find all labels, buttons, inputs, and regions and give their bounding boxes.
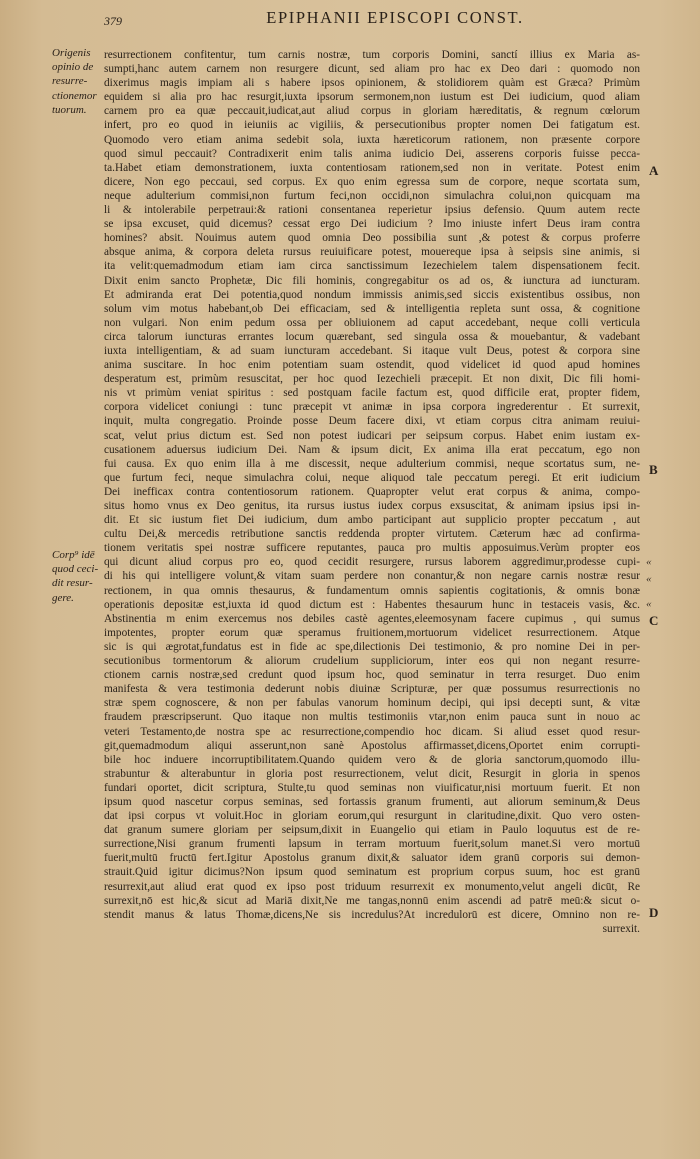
text-line: bile hoc induere incorruptibilitatem.Quando quidem vero & de gloria sanctorum,quomodo illu- bbox=[104, 753, 640, 766]
text-line: situs homo vnus ex Deo genitus, ita rursus iustus iudex corpus exsuscitat, & animam ipsius ipsi in- bbox=[104, 500, 640, 512]
text-line: fuerit,multū fructū fert.Igitur Apostolus granum dixit,& saluator idem granū corporis sui demon- bbox=[104, 852, 640, 865]
text-line: fundari oportet, dicit scriptura, Stulte,tu quod seminas non viuificatur,nisi mortuum fuerit. Et non bbox=[104, 781, 640, 794]
text-line: dat ipsi corpus vt voluit.Hoc in gloriam eorum,qui resurgunt in claritudine,dixit. Quo vero osten- bbox=[104, 810, 640, 823]
text-line: impotentes, propter eorum quæ speramus fruitionem,mortuorum videlicet resurrectionem. Atque bbox=[104, 626, 640, 639]
text-line: ipsum quod nascetur corpus seminas, sed fortassis granum frumenti, aut aliorum seminum,& Deus bbox=[104, 795, 640, 808]
text-line: inquit, multa congregatio. Proinde posse Deum facere dixi, vt etiam corpus citra animam reuiui- bbox=[104, 415, 640, 428]
text-line: non vulgari. Non enim pedum ossa per obliuionem ad caput accedebant, neque colli verticula bbox=[104, 316, 640, 329]
text-line: surrexit,nō est hic,& sicut ad Mariā dixit,Ne me tangas,nonnū enim ascendi ad patrē meū:& sicut o- bbox=[104, 894, 640, 907]
text-line: nis vt primùm veniat spiritus : sed postquam facile factum est, quod difficile erat, propter fidem, bbox=[104, 387, 640, 400]
text-line: desperatum est, primùm resuscitat, per hoc quod Iezechieli præcepit. Et non dixit, Dic fili homi- bbox=[104, 373, 640, 386]
text-line: scat, velut prius dictum est. Sed non potest iudicari per seipsum corpus. Habet enim iustam ex- bbox=[104, 429, 640, 442]
text-line: li & intolerabile perpetraui:& rationi consentanea reperietur ipsius defensio. Quum autem recte bbox=[104, 204, 640, 217]
text-line: absque anima, & corpora deleta rursus reuiuificare potest, mouereque ipsa à seipsis sine animis, si bbox=[104, 246, 640, 259]
quote-mark: « bbox=[646, 598, 652, 610]
quote-mark: « bbox=[646, 573, 652, 585]
text-line: ita velit:quemadmodum etiam iam circa sanctissimum Iezechielem talem dispensationem fecit. bbox=[104, 260, 640, 273]
text-line: homines? absit. Nouimus autem quod omnia Deo possibilia sunt ,& potest & corpus proferre bbox=[104, 232, 640, 245]
text-line: rectionem, in qua omnis thesaurus, & fundamentum omnis sapientis cogitationis, & omnis bonæ bbox=[104, 584, 640, 597]
section-letter-b: B bbox=[649, 462, 658, 477]
text-line: fui causa. Ex quo enim illa à me discessit, neque adulterium commisi, neque scortatus sum, ne- bbox=[104, 457, 640, 470]
text-line: di his qui intelligere volunt,& vitam suam perdere non conantur,& non negare carnis nostræ resur bbox=[104, 570, 640, 583]
text-line: quod simul peccauit? Contradixerit enim talis anima iudicio Dei, asserens corporis fuisse pecca- bbox=[104, 147, 640, 160]
text-line: Et admiranda erat Dei potentia,quod nondum immissis animis,sed siccis existentibus ossibus, non bbox=[104, 288, 640, 301]
section-letter-c: C bbox=[649, 613, 659, 628]
text-line: neque adulterium commisi,non furtum feci,non occidi,non simulachra colui,non quicquam ma bbox=[104, 189, 640, 202]
text-line: circa talorum iuncturas errantes locum quærebant, sed singula ossa & mouebantur, & vadebant bbox=[104, 330, 640, 343]
text-line: stræ spem cognoscere, & non per fabulas vanorum hominum decipi, qui ipsi decepti sunt, & vitæ bbox=[104, 697, 640, 710]
text-line: cusationem aduersus iudicium Dei. Nam & ipsum dicit, Ex anima illa erat peccatum, ego non bbox=[104, 443, 640, 456]
text-line: Quomodo vero etiam anima sedebit sola, iuxta hæreticorum rationem, non præsente corpore bbox=[104, 133, 640, 146]
text-line: carnem pro ea quæ peccauit,iudicat,aut aliud corpus in gloriam hæreditatis, & regnum cœlorum bbox=[104, 105, 640, 118]
text-line: fraudem præscripserunt. Quo itaque non multis testimoniis vtar,non enim pauca sunt in nouo ac bbox=[104, 711, 640, 724]
text-line: Dixit enim sancto Prophetæ, Dic fili hominis, congregabitur os ad os, & iunctura ad iuncturam. bbox=[104, 274, 640, 287]
text-line: manifesta & vera testimonia dederunt nobis diuinæ Scripturæ, per quæ possumus resurrectionis no bbox=[104, 683, 640, 696]
page-number: 379 bbox=[104, 14, 122, 28]
text-line: git,quemadmodum aliqui asserunt,non sanè Apostolus affirmasset,dicens,Oportet enim corrupti- bbox=[104, 739, 640, 752]
text-line: dit. Et sic iustum fiet Dei iudicium, dum ambo participant aut supplicio propter peccatum , aut bbox=[104, 514, 640, 527]
text-line: ta.Habet etiam demonstrationem, iuxta contentiosam rationem,sed non in veritate. Potest enim bbox=[104, 161, 640, 174]
text-line: dat granum sumere gloriam per seipsum,dixit in Euangelio qui etiam in Paulo loquutus est de re- bbox=[104, 824, 640, 837]
text-line: corpora videlicet coniungi : tunc præcepit vt animæ in ipsa corpora ingrederentur . Et surrexit, bbox=[104, 401, 640, 414]
text-line: se ipsa excuset, quid dicemus? cessat ergo Dei iudicium ? Imo iniuste infert Deus iram contra bbox=[104, 218, 640, 231]
text-line: equidem si alia pro hac resurgit,iuxta ipsorum sermonem,non iustum est Dei iudicium, quod aliam bbox=[104, 91, 640, 104]
text-line: ctionem carnis nostræ,sed credunt quod ipsum hoc, quod seminatur in terra resurget. Duo enim bbox=[104, 669, 640, 682]
section-letter-a: A bbox=[649, 163, 659, 178]
running-head: EPIPHANII EPISCOPI CONST. bbox=[266, 8, 524, 27]
text-line: tionem veritatis spei nostræ sufficere reputantes, pauca pro multis apposuimus.Verùm propter eos bbox=[104, 542, 640, 555]
text-line: surrexit. bbox=[602, 922, 640, 935]
text-line: secutionibus tormentorum & aliorum crudelium suppliciorum, inter eos qui non negant resurre- bbox=[104, 655, 640, 668]
text-line: que furtum feci, neque simulachra colui, neque aliquod tale peccatum peregi. Et erit iudicium bbox=[104, 471, 640, 484]
text-line: infert, pro eo quod in ieiuniis ac vigiliis, & persecutionibus propter nomen Dei fatigatum est. bbox=[104, 119, 640, 132]
text-line: resurrectionem confitentur, tum carnis nostræ, tum corporis Domini, sanctí illius ex Maria as- bbox=[104, 49, 640, 61]
text-line: iuxta intelligentiam, & ad suam iuncturam accedebant. Si itaque vult Deus, potest & corpora sine bbox=[104, 344, 640, 357]
text-line: strabuntur & alterabuntur in gloria post resurrectionem, velut dicit, Resurgit in gloria in spenos bbox=[104, 767, 640, 780]
margin-note-corpus: Corp⁹ idē quod ceci- dit resur- gere. bbox=[52, 549, 99, 604]
text-line: sumpti,hanc autem carnem non resurgere dicunt, sed aliam pro hac ex Deo dari : quomodo non bbox=[104, 63, 640, 76]
text-line: Dei inefficax contra contentiosorum rationem. Quapropter velut erat corpus & anima, compo- bbox=[104, 485, 640, 498]
text-line: anima suscitare. In hoc enim potentiam suam ostendit, quod videlicet id quod apud homines bbox=[104, 359, 640, 372]
text-line: resurrexit,aut aliud erat quod ex ipso post triduum resurrexit ex monumento,velut angeli dicūt, Re bbox=[104, 880, 640, 893]
text-line: stendit manus & latus Thomæ,dicens,Ne sis incredulus?At incredulorū est dicere, Omnino non re- bbox=[104, 908, 640, 921]
text-line: sic is qui ægrotat,fundatus est in fide ac spe,dilectionis Dei testimonio, & pro nomine Dei in per- bbox=[104, 640, 640, 653]
margin-note-origen: Origenis opinio de resurre- ctionemor tuorum. bbox=[52, 47, 97, 116]
text-line: veteri Testamento,de nostra spe ac resurrectione,compendio hoc dicam. Si aliud esset quod resur- bbox=[104, 725, 640, 738]
text-line: operationis depositæ est,iuxta id quod dictum est : Habentes thesaurum hunc in testaceis vasis, &c. bbox=[104, 598, 640, 611]
text-line: dicere, Non ego peccaui, sed corpus. Ex quo enim egressa sum de corpore, neque scortata sum, bbox=[104, 175, 640, 188]
section-letter-d: D bbox=[649, 905, 659, 920]
text-line: cultu Dei,& mercedis retributione sanctis reddenda propter virtutem. Cæterum hæc ad confirma- bbox=[104, 528, 640, 541]
text-line: Abstinentia m enim exercemus nos debiles castè agentes,eleemosynam facere cupimus , qui sumus bbox=[104, 612, 640, 625]
text-line: dixerimus magis impiam ali s habere ipsos opinionem, & stolidiorem quàm est Græca? Primùm bbox=[104, 77, 640, 90]
text-line: solum vim motus habebant,ob Dei efficaciam, sed & intelligentia repleta sunt ossa, & cognitione bbox=[104, 302, 640, 315]
text-line: qui dicunt aliud corpus pro eo, quod cecidit resurgere, rursus laborem aggredimur,prodesse cupi- bbox=[104, 556, 640, 569]
text-line: strauit.Quid igitur dicimus?Non ipsum quod seminatum est proprium corpus suum, hoc est granū bbox=[104, 866, 640, 879]
text-line: surrectione,Nisi granum frumenti lapsum in terram mortuum fuerit,solum manet.Si vero mortuū bbox=[104, 838, 640, 851]
main-text-column bbox=[104, 48, 640, 936]
quote-mark: « bbox=[646, 556, 652, 568]
